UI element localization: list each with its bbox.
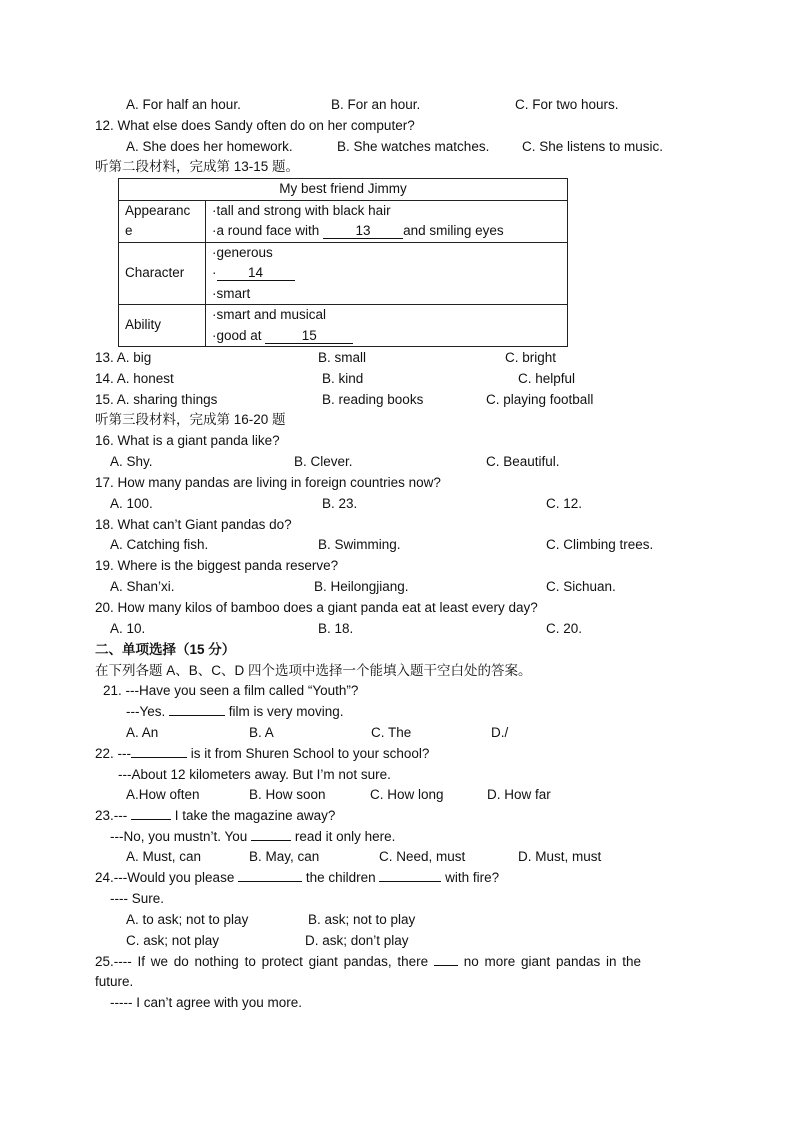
q23-stem-text: 23.--- <box>95 808 132 823</box>
q22-option-a: A.How often <box>126 787 200 802</box>
q25-stem-text: 25.---- If we do nothing to protect giant pandas, there <box>95 954 434 969</box>
q22-option-d: D. How far <box>487 787 551 802</box>
table-cell-line: ·smart <box>212 285 251 301</box>
table-cell-line <box>212 263 567 284</box>
q23-stem <box>95 807 335 825</box>
q24-option-b: B. ask; not to play <box>308 912 416 927</box>
q25-blank <box>434 965 458 966</box>
q17-stem: 17. How many pandas are living in foreign countries now? <box>95 475 441 490</box>
blank-13: 13 <box>323 223 403 239</box>
q17-option-b: B. 23. <box>322 496 358 511</box>
q22-reply: ---About 12 kilometers away. But I’m not sure. <box>118 767 391 782</box>
q20-option-b: B. 18. <box>318 621 354 636</box>
table-cell-line: ·smart and musical <box>212 307 327 322</box>
q14-option-b: B. kind <box>322 371 364 386</box>
q15-option-b: B. reading books <box>322 392 424 407</box>
q17-option-c: C. 12. <box>546 496 583 511</box>
info-table <box>118 178 568 347</box>
q23-option-a: A. Must, can <box>126 849 202 864</box>
table-cell-line: ·generous <box>212 244 273 260</box>
q13-option-c: C. bright <box>505 350 557 365</box>
q23-option-c: C. Need, must <box>379 849 466 864</box>
table-row-ability <box>119 305 568 347</box>
table-label-appearance <box>119 200 206 242</box>
table-label-character: Character <box>119 242 206 305</box>
table-row-character <box>119 242 568 305</box>
q25-stem <box>95 953 641 971</box>
q20-option-a: A. 10. <box>110 621 146 636</box>
q24-blank-1 <box>238 881 302 882</box>
q19-option-b: B. Heilongjiang. <box>314 579 409 594</box>
table-caption-row <box>119 179 568 201</box>
q24-option-d: D. ask; don’t play <box>305 933 409 948</box>
q18-option-b: B. Swimming. <box>318 537 401 552</box>
q25-stem-line2: future. <box>95 974 134 989</box>
q21-option-c: C. The <box>371 725 412 740</box>
table-cell-appearance <box>206 200 568 242</box>
q23-reply-text: ---No, you mustn’t. You <box>110 829 252 844</box>
table-label-line: e <box>125 223 133 238</box>
q18-stem: 18. What can’t Giant pandas do? <box>95 517 292 532</box>
q22-option-c: C. How long <box>370 787 444 802</box>
table-row-appearance <box>119 200 568 242</box>
q21-option-a: A. An <box>126 725 159 740</box>
q23-reply <box>110 828 395 846</box>
table-cell-text: and smiling eyes <box>403 223 504 238</box>
blank-15: 15 <box>265 328 353 344</box>
q19-stem: 19. Where is the biggest panda reserve? <box>95 558 339 573</box>
q18-option-c: C. Climbing trees. <box>546 537 654 552</box>
table-label-line: Appearanc <box>125 202 191 218</box>
q21-reply <box>126 703 344 721</box>
q16-option-c: C. Beautiful. <box>486 454 560 469</box>
q21-reply-text: ---Yes. <box>126 704 170 719</box>
q23-blank <box>131 819 171 820</box>
q22-stem <box>95 745 429 763</box>
q24-option-a: A. to ask; not to play <box>126 912 249 927</box>
q24-stem-text: 24.---Would you please <box>95 870 239 885</box>
q11-option-b: B. For an hour. <box>331 97 421 112</box>
q24-option-c: C. ask; not play <box>126 933 220 948</box>
table-cell-line <box>212 221 567 242</box>
q20-stem: 20. How many kilos of bamboo does a giant panda eat at least every day? <box>95 600 538 615</box>
table-cell-line: ·tall and strong with black hair <box>212 202 391 218</box>
q21-option-d: D./ <box>491 725 509 740</box>
q13-option-a: 13. A. big <box>95 350 152 365</box>
q12-option-b: B. She watches matches. <box>337 139 490 154</box>
table-cell-text: · <box>212 265 217 280</box>
q25-reply: ----- I can’t agree with you more. <box>110 995 303 1010</box>
q22-stem-text: is it from Shuren School to your school? <box>187 746 430 761</box>
table-cell-ability <box>206 305 568 347</box>
q23-blank-2 <box>251 840 291 841</box>
q17-option-a: A. 100. <box>110 496 153 511</box>
q12-stem: 12. What else does Sandy often do on her computer? <box>95 118 415 133</box>
q12-option-a: A. She does her homework. <box>126 139 293 154</box>
q16-option-b: B. Clever. <box>294 454 353 469</box>
q15-option-c: C. playing football <box>486 392 594 407</box>
q24-stem-text: the children <box>302 870 380 885</box>
q11-option-a: A. For half an hour. <box>126 97 241 112</box>
q19-option-c: C. Sichuan. <box>546 579 616 594</box>
part2-instructions: 在下列各题 A、B、C、D 四个选项中选择一个能填入题干空白处的答案。 <box>95 663 532 678</box>
table-label-ability: Ability <box>119 305 206 347</box>
table-cell-text: ·a round face with <box>212 223 324 238</box>
q24-stem-text: with fire? <box>441 870 500 885</box>
q11-option-c: C. For two hours. <box>515 97 619 112</box>
q24-blank-2 <box>379 881 441 882</box>
q13-option-b: B. small <box>318 350 367 365</box>
q16-option-a: A. Shy. <box>110 454 153 469</box>
q12-option-c: C. She listens to music. <box>522 139 664 154</box>
q19-option-a: A. Shan’xi. <box>110 579 175 594</box>
q24-reply: ---- Sure. <box>110 891 164 906</box>
part2-title: 二、单项选择（15 分） <box>95 642 236 657</box>
q18-option-a: A. Catching fish. <box>110 537 209 552</box>
q14-option-a: 14. A. honest <box>95 371 174 386</box>
q20-option-c: C. 20. <box>546 621 583 636</box>
q23-stem-text: I take the magazine away? <box>171 808 336 823</box>
table-cell-character <box>206 242 568 305</box>
q22-option-b: B. How soon <box>249 787 326 802</box>
q21-blank <box>169 715 225 716</box>
q21-reply-text: film is very moving. <box>225 704 344 719</box>
q15-option-a: 15. A. sharing things <box>95 392 218 407</box>
q23-reply-text: read it only here. <box>291 829 396 844</box>
q25-stem-text: no more giant pandas in the <box>457 954 642 969</box>
q23-option-d: D. Must, must <box>518 849 602 864</box>
q21-stem: 21. ---Have you seen a film called “Youth”? <box>103 683 359 698</box>
q22-blank <box>131 757 187 758</box>
table-caption: My best friend Jimmy <box>119 179 568 201</box>
q21-option-b: B. A <box>249 725 274 740</box>
table-cell-line <box>212 326 567 347</box>
q23-option-b: B. May, can <box>249 849 320 864</box>
section2-heading: 听第二段材料，完成第 13-15 题。 <box>95 159 300 174</box>
q24-stem <box>95 869 499 887</box>
blank-14: 14 <box>217 265 295 281</box>
table-cell-text: ·good at <box>212 327 266 343</box>
q22-stem-text: 22. --- <box>95 746 132 761</box>
section3-heading: 听第三段材料，完成第 16-20 题 <box>95 412 286 427</box>
q14-option-c: C. helpful <box>518 371 576 386</box>
q16-stem: 16. What is a giant panda like? <box>95 433 280 448</box>
